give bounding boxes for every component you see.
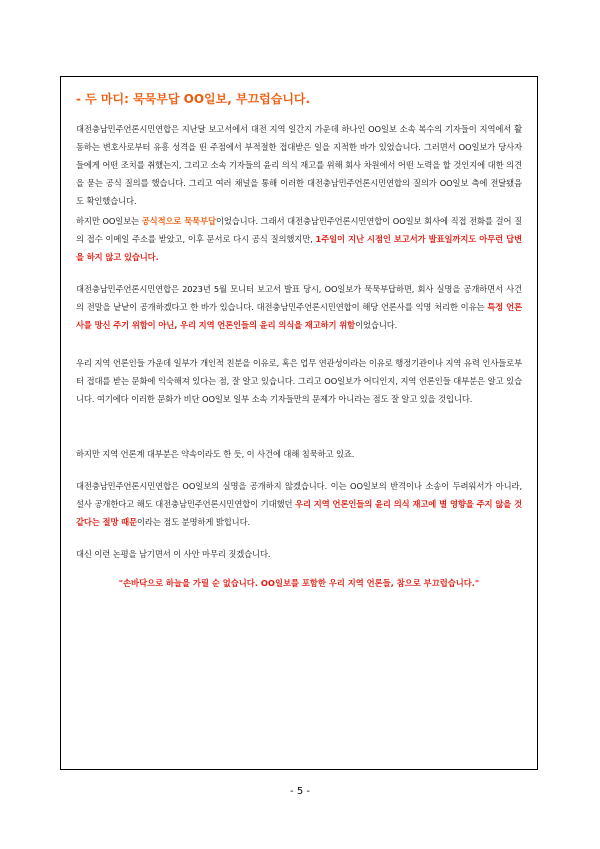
paragraph-6-emphasis-red: 우리 지역 언론인들의 윤리 의식 재고에 별 영향을 주지 않을 것 같다는 절망 때문 bbox=[76, 499, 522, 527]
paragraph-2-emphasis-orange: 공식적으로 묵묵부답 bbox=[141, 216, 216, 226]
paragraph-2-text-a: 하지만 OO일보는 bbox=[76, 216, 142, 226]
paragraph-2 bbox=[76, 212, 522, 266]
paragraph-6 bbox=[76, 477, 522, 531]
paragraph-2-emphasis-red: 1주일이 지난 시점인 보고서가 발표일까지도 아무런 답변을 하지 않고 있습니다. bbox=[76, 234, 522, 262]
paragraph-3-text-a: 대전충남민주언론시민연합은 2023년 5월 모니터 보고서 발표 당시, OO일보가 묵묵부답하면, 회사 실명을 공개하면서 사건의 전말을 낱낱이 공개하겠다고 한 바가 있습니다. 대전충남민주언론시민연합이 해당 언론사를 익명 처리한 이유는 bbox=[76, 284, 522, 312]
paragraph-4 bbox=[76, 354, 522, 408]
page-number: - 5 - bbox=[290, 786, 310, 797]
paragraph-2-text-c: 이었습니다. 그래서 대전충남민주언론시민연합이 OO일보 회사에 직접 전화를 걸어 질의 접수 이메일 주소를 받았고, 이후 문서로 다시 공식 질의했지만, bbox=[76, 216, 522, 244]
paragraph-3-emphasis-red: 특정 언론사를 망신 주기 위함이 아닌, 우리 지역 언론인들의 윤리 의식을 재고하기 위함 bbox=[76, 302, 523, 330]
section-heading: - 두 마디: 묵묵부답 OO일보, 부끄럽습니다. bbox=[76, 92, 311, 106]
paragraph-3 bbox=[76, 280, 522, 334]
paragraph-1-text: 대전충남민주언론시민연합은 지난달 보고서에서 대전 지역 일간지 가운데 하나인 OO일보 소속 복수의 기자들이 지역에서 활동하는 변호사로부터 유흥 성격을 띤 주점에서 부적절한 접대받은 일을 지적한 바가 있었습니다. 그러면서 OO일보가 당사자들에게 어떤 조치를 취했는지, 그리고 소속 기자들의 윤리 의식 재고를 위해 회사 차원에서 어떤 노력을 할 것인지에 대한 의견을 묻는 공식 질의를 했습니다. 그리고 여러 채널을 통해 이러한 대전충남민주언론시민연합의 질의가 OO일보 측에 전달됐음도 확인했습니다. bbox=[76, 124, 522, 206]
closing-quote: "손바닥으로 하늘을 가릴 순 없습니다. OO일보를 포함한 우리 지역 언론들, 참으로 부끄럽습니다." bbox=[118, 578, 480, 588]
paragraph-3-text-c: 이었습니다. bbox=[355, 320, 398, 330]
paragraph-6-text-c: 이라는 점도 분명하게 밝힙니다. bbox=[136, 517, 251, 527]
paragraph-7-text: 대신 이런 논평을 남기면서 이 사안 마무리 짓겠습니다. bbox=[76, 549, 271, 559]
paragraph-5-text: 하지만 지역 언론계 대부분은 약속이라도 한 듯, 이 사건에 대해 침묵하고 있죠. bbox=[76, 449, 355, 459]
paragraph-5 bbox=[76, 445, 522, 463]
paragraph-1 bbox=[76, 120, 522, 210]
paragraph-7 bbox=[76, 545, 522, 563]
paragraph-6-text-a: 대전충남민주언론시민연합은 OO일보의 실명을 공개하지 않겠습니다. 이는 OO일보의 반격이나 소송이 두려워서가 아니라, 설사 공개한다고 해도 대전충남민주언론시민연합이 기대했던 bbox=[76, 481, 522, 509]
paragraph-4-text: 우리 지역 언론인들 가운데 일부가 개인적 친분을 이유로, 혹은 업무 연관성이라는 이유로 행정기관이나 지역 유력 인사들로부터 접대를 받는 문화에 익숙해져 있다는 점, 잘 알고 있습니다. 그리고 OO일보가 어디인지, 지역 언론인들 대부분은 알고 있습니다. 여기에다 이러한 문화가 비단 OO일보 일부 소속 기자들만의 문제가 아니라는 점도 잘 알고 있을 것입니다. bbox=[76, 358, 522, 404]
